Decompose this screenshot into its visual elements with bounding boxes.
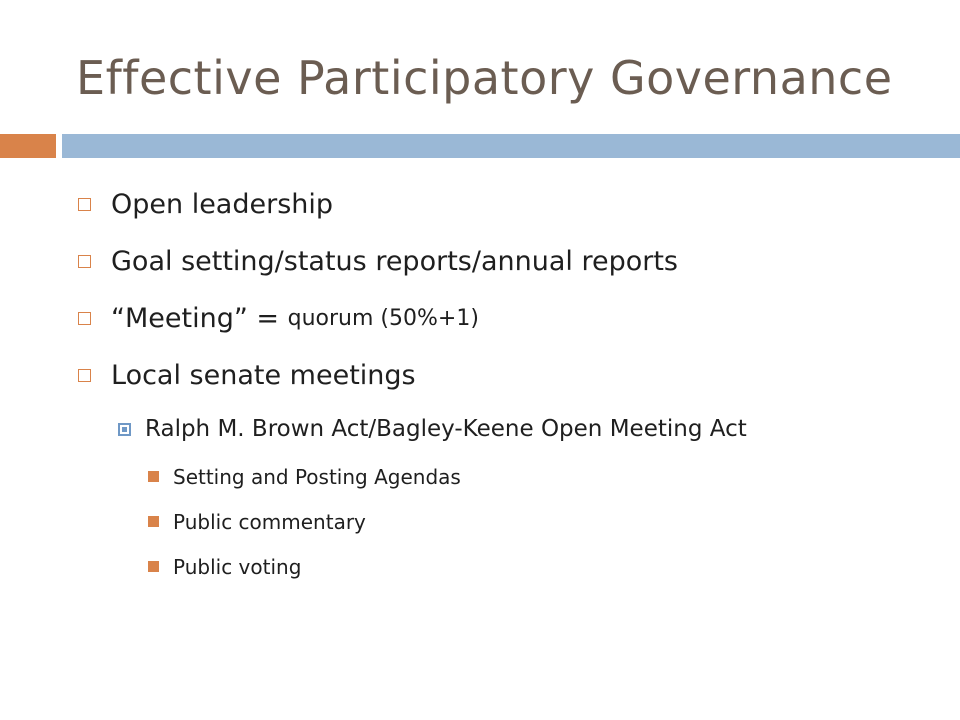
filled-square-bullet-icon — [148, 471, 159, 482]
bullet-text: Local senate meetings — [111, 360, 416, 391]
sub-sub-bullet-commentary — [78, 499, 938, 544]
sub-sub-bullet-voting — [78, 544, 938, 589]
hollow-square-bullet-icon — [78, 255, 91, 268]
hollow-square-bullet-icon — [78, 369, 91, 382]
hollow-square-bullet-icon — [78, 198, 91, 211]
filled-square-bullet-icon — [148, 561, 159, 572]
hollow-square-bullet-icon — [78, 312, 91, 325]
bullet-list — [78, 176, 938, 589]
sub-sub-bullet-text: Public commentary — [173, 509, 366, 534]
bullet-item-goal-setting — [78, 233, 938, 290]
sub-sub-bullet-agendas — [78, 454, 938, 499]
sub-bullet-text: Ralph M. Brown Act/Bagley-Keene Open Meeting Act — [145, 416, 747, 442]
sub-bullet-brown-act — [78, 404, 938, 454]
nested-square-bullet-icon — [118, 423, 131, 436]
title-rule-accent — [0, 134, 56, 158]
bullet-text-quorum: quorum (50%+1) — [287, 306, 479, 331]
bullet-item-local-senate — [78, 347, 938, 404]
slide-title: Effective Participatory Governance — [76, 51, 893, 105]
filled-square-bullet-icon — [148, 516, 159, 527]
bullet-text: “Meeting” = — [111, 303, 288, 334]
bullet-item-open-leadership — [78, 176, 938, 233]
bullet-text: Open leadership — [111, 189, 334, 220]
sub-sub-bullet-text: Setting and Posting Agendas — [173, 464, 461, 489]
bullet-item-meeting-quorum — [78, 290, 938, 347]
title-rule-bar — [62, 134, 960, 158]
bullet-text: Goal setting/status reports/annual reports — [111, 246, 678, 277]
sub-sub-bullet-text: Public voting — [173, 554, 302, 579]
